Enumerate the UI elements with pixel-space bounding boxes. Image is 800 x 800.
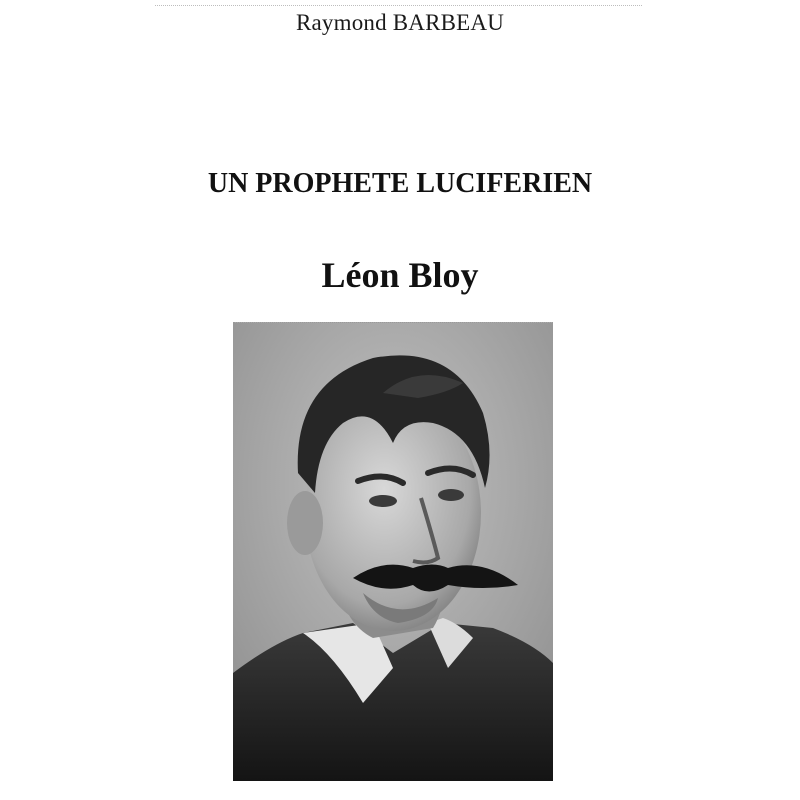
book-title: UN PROPHETE LUCIFERIEN xyxy=(207,168,593,199)
author-name: Raymond BARBEAU xyxy=(295,10,505,35)
top-dotted-rule xyxy=(155,5,642,6)
portrait-photo xyxy=(233,322,553,781)
portrait-photo-icon xyxy=(233,323,553,781)
book-subject: Léon Bloy xyxy=(321,255,479,295)
